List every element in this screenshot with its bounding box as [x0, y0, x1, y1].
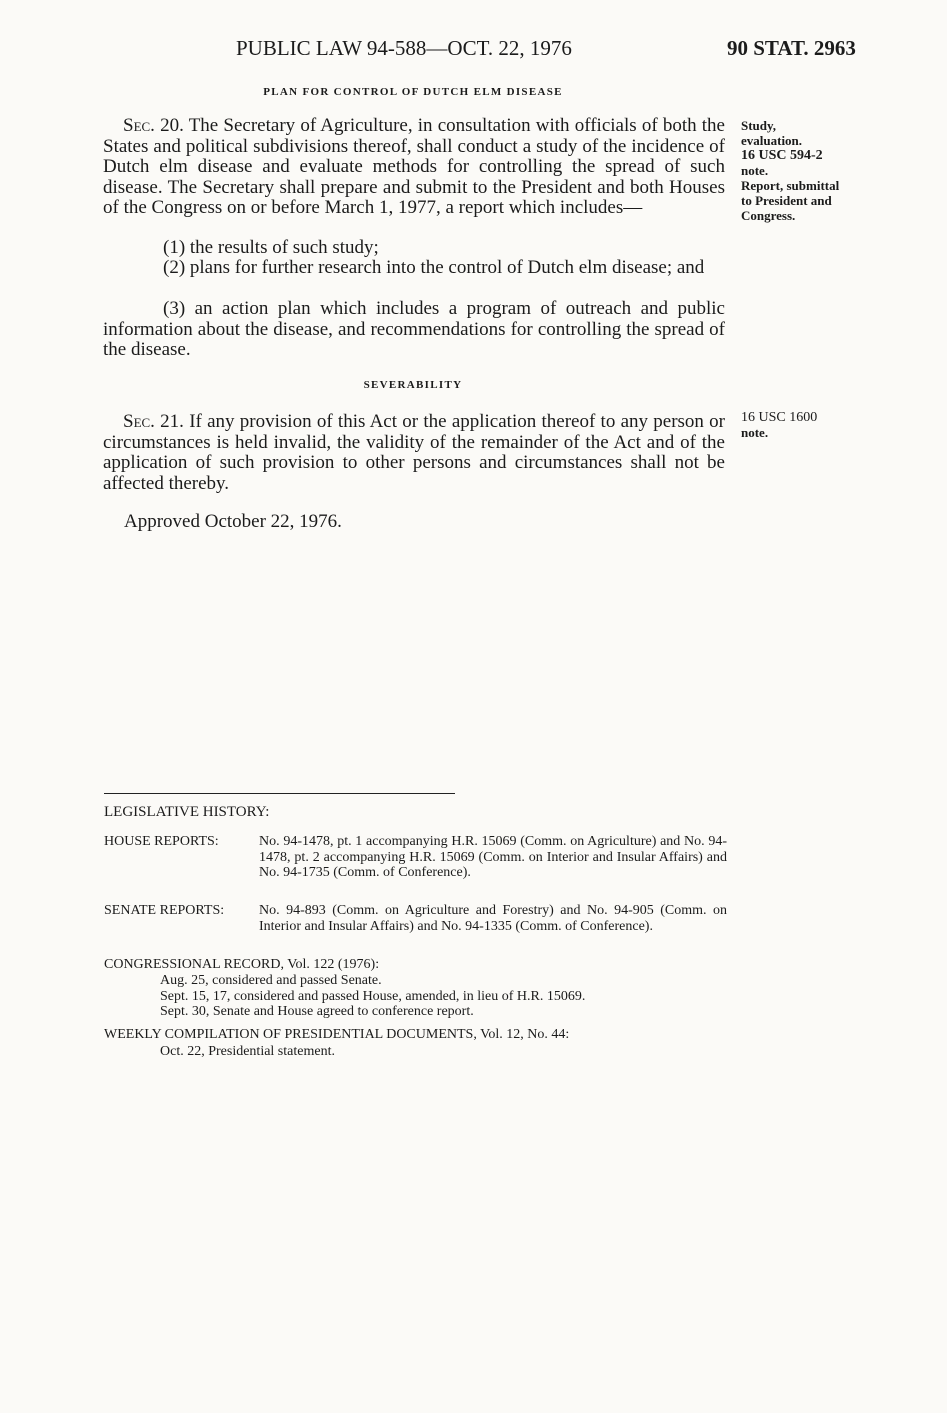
margin-note-line: Congress.	[741, 208, 796, 223]
house-reports-text: No. 94-1478, pt. 1 accompanying H.R. 15069 (Comm. on Agriculture) and No. 94-1478, pt. 2 accompanying H.R. 15069 (Comm. on Interior and Insular Affairs) and No. 94-1735 (Comm. of Conference).	[259, 834, 727, 880]
margin-note-line: evaluation.	[741, 133, 803, 148]
section-20-item-1: (1) the results of such study;	[163, 237, 379, 258]
congressional-record-label: CONGRESSIONAL RECORD, Vol. 122 (1976):	[104, 957, 380, 972]
margin-note-line: 16 USC 594-2	[741, 148, 823, 163]
margin-note-line: 16 USC 1600	[741, 410, 818, 425]
page-header-law: PUBLIC LAW 94-588—OCT. 22, 1976	[236, 36, 572, 60]
approval-date: Approved October 22, 1976.	[124, 511, 342, 532]
senate-reports-label: SENATE REPORTS:	[104, 903, 225, 918]
section-20-label: Sec. 20.	[123, 115, 184, 136]
margin-note-line: to President and	[741, 193, 832, 208]
section-20-margin-note	[741, 118, 931, 223]
section-21-heading: SEVERABILITY	[363, 379, 463, 391]
section-20-text: The Secretary of Agriculture, in consultation with officials of both the States and political subdivisions thereof, shall conduct a study of the incidence of Dutch elm disease and evaluate methods for controlling the spread of such disease. The Secretary shall prepare and submit to the President and both Houses of the Congress on or before March 1, 1977, a report which includes—	[103, 115, 725, 218]
legislative-history-title: LEGISLATIVE HISTORY:	[104, 804, 270, 820]
house-reports-label: HOUSE REPORTS:	[104, 834, 219, 849]
margin-note-line: Study,	[741, 118, 777, 133]
divider-rule	[104, 793, 455, 794]
section-21-label: Sec. 21.	[123, 411, 184, 432]
section-21-paragraph	[103, 412, 725, 494]
list-item: Oct. 22, Presidential statement.	[160, 1044, 335, 1059]
list-item: Sept. 15, 17, considered and passed House, amended, in lieu of H.R. 15069.	[160, 988, 586, 1004]
weekly-compilation-label: WEEKLY COMPILATION OF PRESIDENTIAL DOCUMENTS, Vol. 12, No. 44:	[104, 1027, 570, 1042]
list-item: Sept. 30, Senate and House agreed to conference report.	[160, 1004, 474, 1019]
section-20-item-3: (3) an action plan which includes a program of outreach and public information about the disease, and recommendations for controlling the spread of the disease.	[103, 298, 725, 360]
section-20-paragraph	[103, 116, 725, 219]
margin-note-line: note.	[741, 425, 769, 440]
section-20-heading: PLAN FOR CONTROL OF DUTCH ELM DISEASE	[263, 86, 563, 98]
margin-note-line: Report, submittal	[741, 178, 840, 193]
section-20-item-2: (2) plans for further research into the control of Dutch elm disease; and	[163, 257, 705, 278]
list-item: Aug. 25, considered and passed Senate.	[160, 973, 382, 988]
weekly-compilation-list	[160, 1044, 760, 1060]
senate-reports-text: No. 94-893 (Comm. on Agriculture and Forestry) and No. 94-905 (Comm. on Interior and Insular Affairs) and No. 94-1335 (Comm. of Conference).	[259, 903, 727, 934]
section-21-margin-note	[741, 410, 931, 440]
section-21-text: If any provision of this Act or the application thereof to any person or circumstances is held invalid, the validity of the remainder of the Act and of the application of such provision to other persons and circumstances shall not be affected thereby.	[103, 411, 725, 494]
page-header-stat: 90 STAT. 2963	[727, 36, 856, 60]
congressional-record-list	[160, 973, 760, 1020]
margin-note-line: note.	[741, 163, 769, 178]
